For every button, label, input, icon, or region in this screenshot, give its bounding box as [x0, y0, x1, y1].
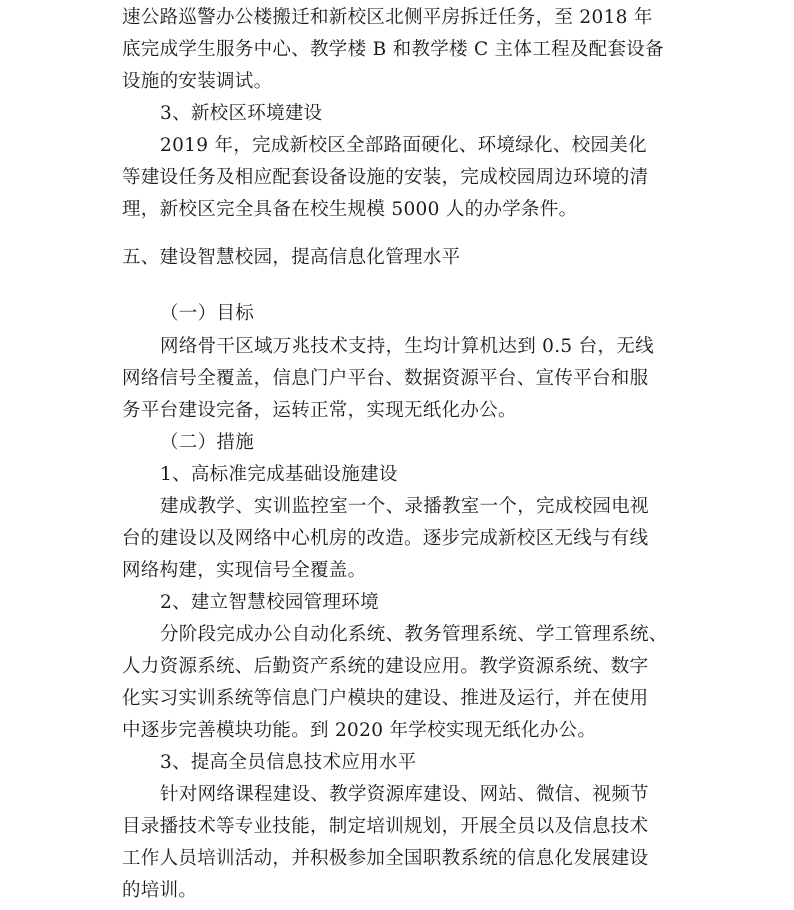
m3-line-3: 工作人员培训活动，并积极参加全国职教系统的信息化发展建设	[122, 848, 649, 869]
m3-line-2: 目录播技术等专业技能，制定培训规划，开展全员以及信息技术	[122, 816, 649, 837]
intro-line-2: 底完成学生服务中心、教学楼 B 和教学楼 C 主体工程及配套设备	[122, 39, 664, 60]
intro-line-3: 设施的安装调试。	[122, 71, 273, 92]
m3-heading: 3、提高全员信息技术应用水平	[160, 752, 417, 773]
sub3-heading: 3、新校区环境建设	[160, 103, 323, 124]
m1-line-3: 网络构建，实现信号全覆盖。	[122, 560, 367, 581]
goal-line-1: 网络骨干区域万兆技术支持，生均计算机达到 0.5 台，无线	[160, 336, 654, 357]
m2-line-4: 中逐步完善模块功能。到 2020 年学校实现无纸化办公。	[122, 720, 597, 741]
intro-line-1: 速公路巡警办公楼搬迁和新校区北侧平房拆迁任务，至 2018 年	[122, 7, 653, 28]
m3-line-1: 针对网络课程建设、教学资源库建设、网站、微信、视频节	[160, 784, 649, 805]
sub3-line-1: 2019 年，完成新校区全部路面硬化、环境绿化、校园美化	[160, 135, 647, 156]
section5-heading: 五、建设智慧校园，提高信息化管理水平	[122, 247, 461, 268]
m3-line-4: 的培训。	[122, 880, 198, 901]
sub3-line-3: 理，新校区完全具备在校生规模 5000 人的办学条件。	[122, 199, 578, 220]
sub3-line-2: 等建设任务及相应配套设备设施的安装，完成校园周边环境的清	[122, 167, 649, 188]
m2-heading: 2、建立智慧校园管理环境	[160, 592, 379, 613]
goal-line-2: 网络信号全覆盖，信息门户平台、数据资源平台、宣传平台和服	[122, 368, 649, 389]
m1-line-2: 台的建设以及网络中心机房的改造。逐步完成新校区无线与有线	[122, 528, 649, 549]
m2-line-3: 化实习实训系统等信息门户模块的建设、推进及运行，并在使用	[122, 688, 649, 709]
m1-line-1: 建成教学、实训监控室一个、录播教室一个，完成校园电视	[160, 496, 649, 517]
m2-line-2: 人力资源系统、后勤资产系统的建设应用。教学资源系统、数字	[122, 656, 649, 677]
goal-heading: （一）目标	[160, 303, 255, 324]
m2-line-1: 分阶段完成办公自动化系统、教务管理系统、学工管理系统、	[160, 624, 668, 645]
m1-heading: 1、高标准完成基础设施建设	[160, 464, 398, 485]
goal-line-3: 务平台建设完备，运转正常，实现无纸化办公。	[122, 400, 517, 421]
measures-heading: （二）措施	[160, 432, 255, 453]
